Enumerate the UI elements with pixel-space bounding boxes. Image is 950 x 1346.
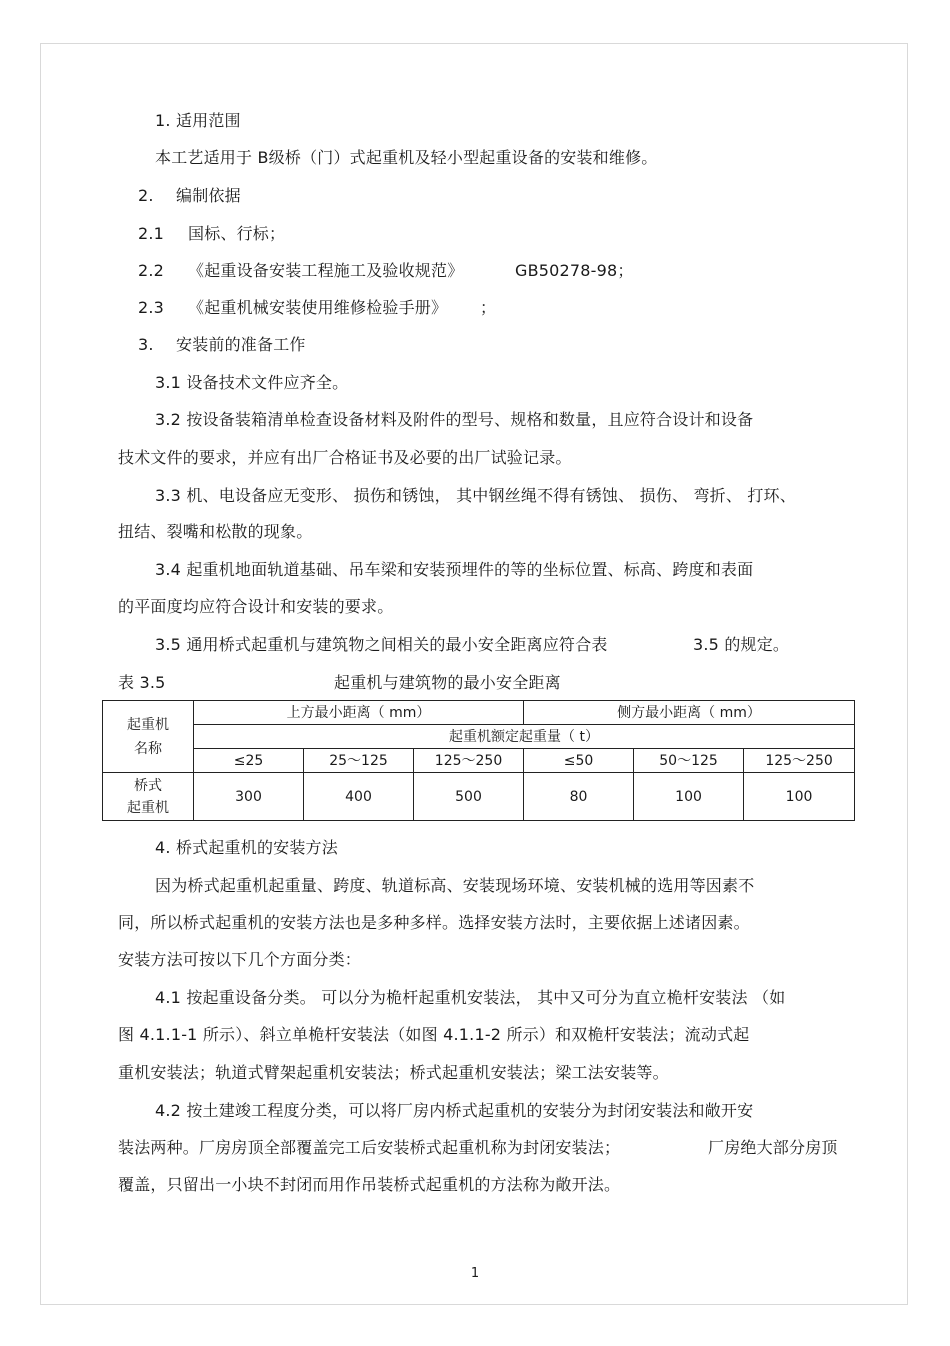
item-2-3-text: 《起重机械安装使用维修检验手册》 <box>188 298 448 317</box>
item-3-1: 3.1 设备技术文件应齐全。 <box>155 373 349 392</box>
section-3-number: 3. <box>138 335 154 354</box>
table-range-cell: 125～250 <box>414 749 524 773</box>
item-4-2-line-2 <box>118 1138 838 1158</box>
page-number: 1 <box>470 1266 480 1281</box>
item-4-1-line-3: 重机安装法；轨道式臂架起重机安装法；桥式起重机安装法；梁工法安装等。 <box>118 1063 669 1082</box>
table-header-side-distance: 侧方最小距离（ mm） <box>524 701 855 725</box>
section-4-line-2: 同，所以桥式起重机的安装方法也是多种多样。选择安装方法时，主要依据上述诸因素。 <box>118 913 750 932</box>
item-3-3-line-2: 扭结、裂嘴和松散的现象。 <box>118 522 313 541</box>
table-value-cell: 80 <box>524 773 634 821</box>
safety-distance-table <box>102 700 855 821</box>
table-range-cell: 125～250 <box>744 749 855 773</box>
section-2-heading <box>138 186 241 206</box>
table-header-rated-load: 起重机额定起重量（ t） <box>194 725 855 749</box>
section-4-line-1: 因为桥式起重机起重量、跨度、轨道标高、安装现场环境、安装机械的选用等因素不 <box>155 876 755 895</box>
item-3-5 <box>155 635 790 655</box>
item-2-2-text: 《起重设备安装工程施工及验收规范》 <box>188 261 464 280</box>
table-row-label-bridge-crane: 桥式 起重机 <box>103 773 194 821</box>
section-2-title: 编制依据 <box>176 186 241 205</box>
table-header-crane-name: 起重机 名称 <box>103 701 194 773</box>
section-3-title: 安装前的准备工作 <box>176 335 306 354</box>
section-1-body: 本工艺适用于 B级桥（门）式起重机及轻小型起重设备的安装和维修。 <box>155 148 658 167</box>
item-2-2 <box>138 261 634 281</box>
item-3-2-line-2: 技术文件的要求，并应有出厂合格证书及必要的出厂试验记录。 <box>118 448 572 467</box>
section-3-heading <box>138 335 306 355</box>
section-4-line-3: 安装方法可按以下几个方面分类： <box>118 950 362 969</box>
item-2-1-number: 2.1 <box>138 224 165 243</box>
item-2-3 <box>138 298 497 318</box>
table-range-cell: ≤25 <box>194 749 304 773</box>
item-4-2-line-2-a: 装法两种。厂房房顶全部覆盖完工后安装桥式起重机称为封闭安装法； <box>118 1138 621 1157</box>
section-1-title: 1. 适用范围 <box>155 111 241 130</box>
item-4-2-line-2-b: 厂房绝大部分房顶 <box>708 1138 838 1157</box>
item-2-1 <box>138 224 286 244</box>
item-2-1-text: 国标、行标； <box>188 224 286 243</box>
table-value-cell: 100 <box>634 773 744 821</box>
item-4-2-line-1: 4.2 按土建竣工程度分类，可以将厂房内桥式起重机的安装分为封闭安装法和敞开安 <box>155 1101 754 1120</box>
item-3-4-line-1: 3.4 起重机地面轨道基础、吊车梁和安装预埋件的等的坐标位置、标高、跨度和表面 <box>155 560 754 579</box>
table-value-cell: 300 <box>194 773 304 821</box>
item-2-2-code: GB50278-98； <box>515 261 634 280</box>
table-value-cell: 100 <box>744 773 855 821</box>
item-3-5-reference: 3.5 的规定。 <box>693 635 790 654</box>
section-2-number: 2. <box>138 186 154 205</box>
table-range-cell: 50～125 <box>634 749 744 773</box>
table-header-top-distance: 上方最小距离（ mm） <box>194 701 524 725</box>
table-label: 表 3.5 <box>118 673 166 692</box>
table-caption: 起重机与建筑物的最小安全距离 <box>334 673 561 692</box>
item-4-1-line-2: 图 4.1.1-1 所示）、斜立单桅杆安装法（如图 4.1.1-2 所示）和双桅杆安装法；流动式起 <box>118 1025 750 1044</box>
item-2-2-number: 2.2 <box>138 261 165 280</box>
section-4-title: 4. 桥式起重机的安装方法 <box>155 838 338 857</box>
item-3-3-line-1: 3.3 机、电设备应无变形、 损伤和锈蚀， 其中钢丝绳不得有锈蚀、 损伤、 弯折、 打环、 <box>155 486 796 505</box>
item-4-2-line-3: 覆盖，只留出一小块不封闭而用作吊装桥式起重机的方法称为敞开法。 <box>118 1175 621 1194</box>
item-3-4-line-2: 的平面度均应符合设计和安装的要求。 <box>118 597 394 616</box>
table-range-cell: 25～125 <box>304 749 414 773</box>
item-3-2-line-1: 3.2 按设备装箱清单检查设备材料及附件的型号、规格和数量，且应符合设计和设备 <box>155 410 754 429</box>
item-3-5-text: 3.5 通用桥式起重机与建筑物之间相关的最小安全距离应符合表 <box>155 635 608 654</box>
table-range-cell: ≤50 <box>524 749 634 773</box>
table-value-cell: 400 <box>304 773 414 821</box>
item-4-1-line-1: 4.1 按起重设备分类。 可以分为桅杆起重机安装法， 其中又可分为直立桅杆安装法 （如 <box>155 988 786 1007</box>
item-2-3-end: ； <box>480 298 497 317</box>
item-2-3-number: 2.3 <box>138 298 165 317</box>
table-value-cell: 500 <box>414 773 524 821</box>
